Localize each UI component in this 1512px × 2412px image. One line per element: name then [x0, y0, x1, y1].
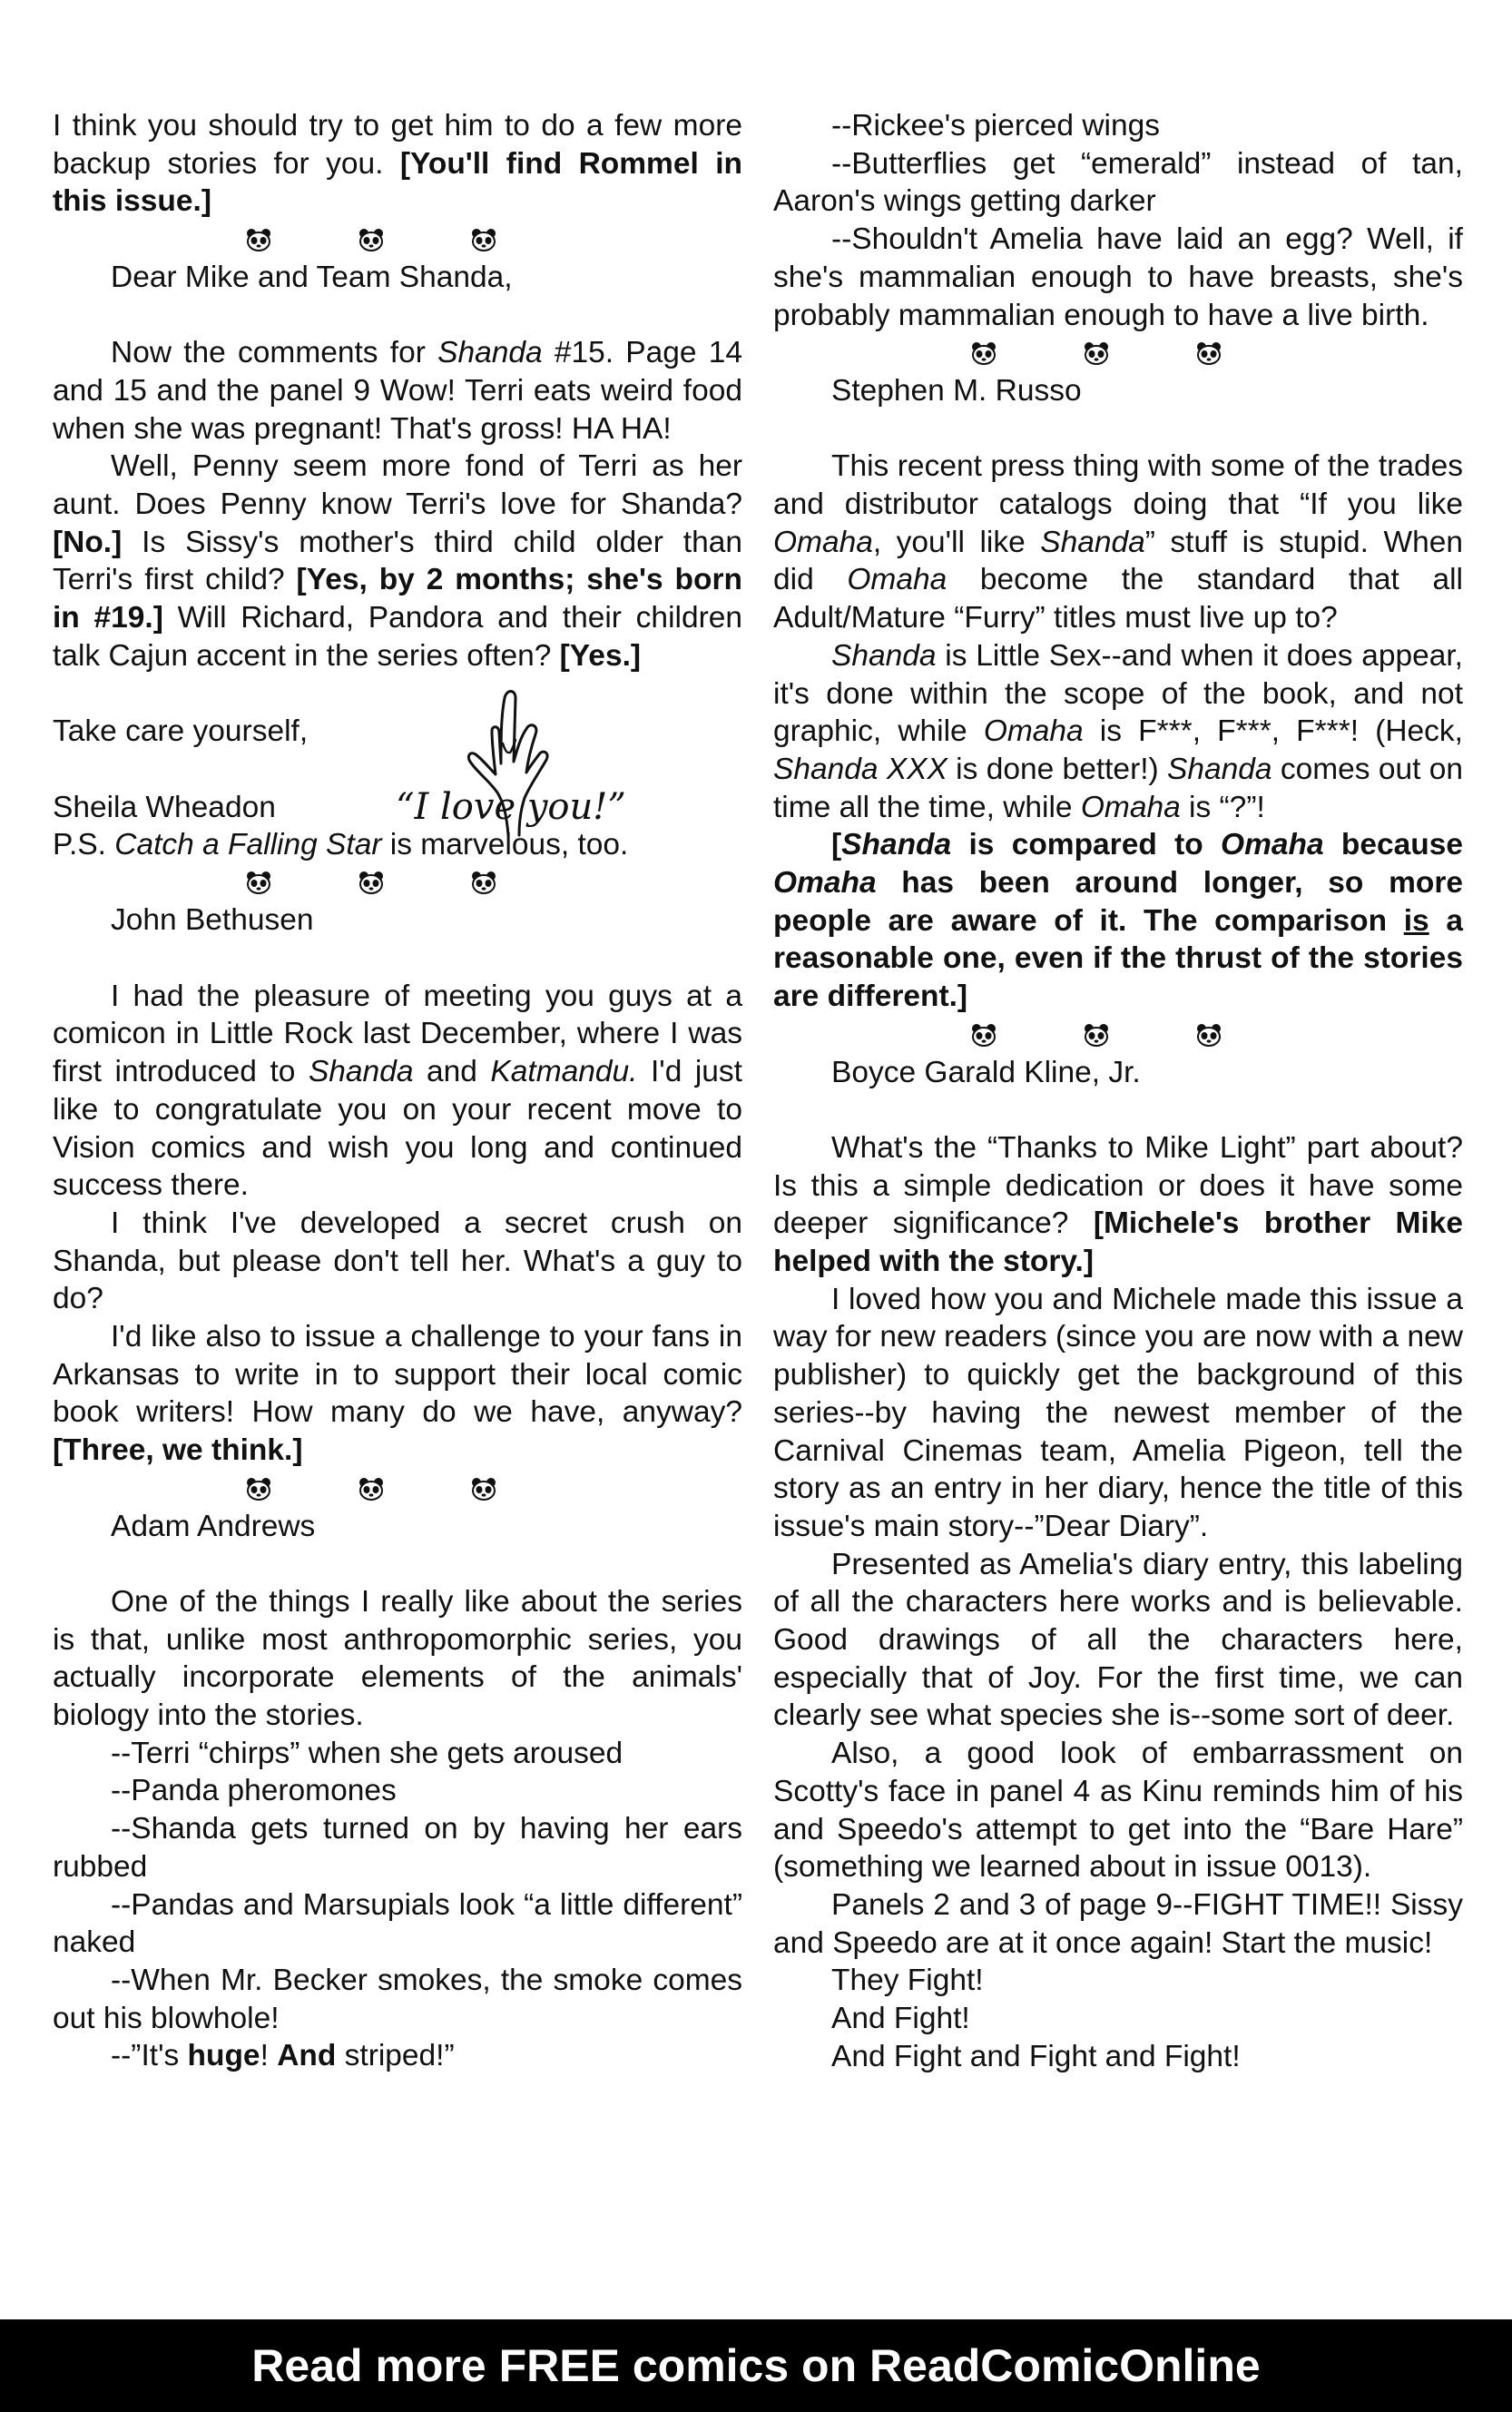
editor-reply: [773, 826, 1463, 1016]
letter-text: I'd like also to issue a challenge to your fans in Arkansas to write in to support their local comic book writers! How many do we have, anyway?: [53, 1320, 742, 1430]
panda-head-icon: [356, 1477, 387, 1501]
letter-paragraph: I think I've developed a secret crush on Shanda, but please don't tell her. What's a guy to do?: [53, 1206, 742, 1316]
panda-head-icon: [243, 228, 274, 251]
letter-text: become the standard that all Adult/Mature “Furry” titles must live up to?: [773, 563, 1463, 635]
letter-paragraph: Presented as Amelia's diary entry, this labeling of all the characters here works and is believable. Good drawings of all the characters here, especially that of Joy. For the first time, we can clearly see what species she is--some sort of deer.: [773, 1547, 1463, 1733]
editor-reply: [Michele's brother Mike helped with the story.]: [773, 1206, 1463, 1279]
panda-head-icon: [1193, 1023, 1224, 1047]
editor-reply: [You'll find Rommel in this issue.]: [53, 146, 742, 219]
letter-salutation: Dear Mike and Team Shanda,: [111, 260, 513, 294]
letter-text: ” stuff is stupid. When did: [773, 525, 1463, 597]
left-column: [53, 107, 742, 2075]
letter-signature: Sheila Wheadon: [53, 790, 276, 824]
emphasis-bold: huge: [187, 2039, 260, 2073]
panda-head-icon: [968, 1023, 999, 1047]
title-italic: Catch a Falling Star: [114, 827, 382, 861]
list-item: --When Mr. Becker smokes, the smoke comes out his blowhole!: [53, 1963, 742, 2035]
letter-separator: [53, 1470, 742, 1508]
letter-paragraph: They Fight!: [831, 1964, 984, 1998]
editor-text: because: [1323, 828, 1463, 862]
letter-text: is “?”!: [1180, 790, 1265, 824]
letter-text: is F***, F***, F***! (Heck,: [1083, 714, 1463, 749]
handwritten-note: “I love you!”: [396, 785, 626, 828]
letter-signature: Adam Andrews: [111, 1509, 316, 1543]
editor-text: has been around longer, so more people are aware of it. The comparison: [773, 866, 1463, 938]
list-item: --Shanda gets turned on by having her ears rubbed: [53, 1812, 742, 1884]
letter-paragraph: [53, 448, 742, 674]
panda-head-icon: [468, 871, 499, 894]
letter-text: #15. Page 14 and 15 and the panel 9 Wow! Terri eats weird food when she was pregnant! That's gross! HA HA!: [53, 336, 742, 446]
letter-paragraph: And Fight and Fight and Fight!: [831, 2039, 1241, 2073]
letter-text: striped!”: [336, 2039, 455, 2073]
right-column: [773, 107, 1463, 2076]
title-italic: Shanda: [437, 336, 543, 370]
panda-head-icon: [1193, 341, 1224, 365]
panda-head-icon: [1081, 341, 1112, 365]
panda-head-icon: [468, 1477, 499, 1501]
letter-signature: Boyce Garald Kline, Jr.: [831, 1055, 1141, 1089]
letter-text: Well, Penny seem more fond of Terri as her aunt. Does Penny know Terri's love for Shanda?: [53, 449, 742, 521]
letter-text: comes out on time all the time, while: [773, 752, 1463, 824]
panda-head-icon: [356, 228, 387, 251]
letter-text: is done better!): [947, 752, 1168, 786]
letter-paragraph: And Fight!: [831, 2002, 970, 2036]
editor-reply: [Three, we think.]: [53, 1433, 303, 1468]
letter-text: I'd just like to congratulate you on your recent move to Vision comics and wish you long and continued success there.: [53, 1055, 742, 1203]
letter-postscript: [53, 826, 742, 864]
editor-reply: [Yes.]: [559, 638, 642, 673]
title-italic: Shanda: [841, 828, 952, 862]
title-italic: Shanda: [1040, 525, 1145, 559]
letter-separator: [53, 221, 742, 259]
title-italic: Omaha: [983, 714, 1084, 749]
title-italic: Omaha: [773, 866, 877, 901]
letter-paragraph: Also, a good look of embarrassment on Scotty's face in panel 4 as Kinu reminds him of his and Speedo's attempt to get into the “Bare Hare” (something we learned about in issue 0013).: [773, 1737, 1463, 1885]
letter-text: This recent press thing with some of the trades and distributor catalogs doing that “If you like: [773, 449, 1463, 521]
letter-signature: Stephen M. Russo: [831, 373, 1082, 408]
letter-text: and: [413, 1055, 491, 1089]
title-italic: Katmandu.: [490, 1055, 638, 1089]
title-italic: Omaha: [847, 563, 947, 597]
letter-paragraph: [53, 978, 742, 1205]
letter-text: is Little Sex--and when it does appear, it's done within the scope of the book, and not graphic, while: [773, 638, 1463, 749]
footer-banner-link[interactable]: Read more FREE comics on ReadComicOnline: [0, 2319, 1512, 2412]
editor-text: [: [831, 828, 842, 862]
letter-text: --”It's: [111, 2039, 188, 2073]
editor-reply: [Yes, by 2 months; she's born in #19.]: [53, 563, 742, 635]
emphasis-underline: is: [1403, 903, 1429, 938]
editor-text: is compared to: [951, 828, 1222, 862]
letter-paragraph: [773, 448, 1463, 637]
letter-paragraph: I loved how you and Michele made this issue a way for new readers (since you are now with a new publisher) to quickly get the background of this series--by having the newest member of the Carnival Cinemas team, Amelia Pigeon, tell the story as an entry in her diary, hence the title of this issue's main story--”Dear Diary”.: [773, 1282, 1463, 1543]
letter-separator: [53, 864, 742, 902]
letter-signature: John Bethusen: [111, 903, 314, 938]
letter-text: What's the “Thanks to Mike Light” part about? Is this a simple dedication or does it have some deeper significance?: [773, 1130, 1463, 1241]
title-italic: Shanda: [308, 1055, 414, 1089]
panda-head-icon: [468, 228, 499, 251]
letter-closing: Take care yourself,: [53, 714, 309, 749]
letter-paragraph: [53, 1318, 742, 1470]
panda-head-icon: [968, 341, 999, 365]
letter-separator: [773, 334, 1463, 372]
letter-text: , you'll like: [872, 525, 1041, 559]
title-italic: Shanda: [831, 638, 937, 673]
letter-separator: [773, 1016, 1463, 1054]
letter-paragraph: [773, 637, 1463, 827]
letter-text: is marvelous, too.: [381, 827, 629, 861]
title-italic: Omaha: [1221, 828, 1324, 862]
panda-head-icon: [243, 871, 274, 894]
list-item: --Shouldn't Amelia have laid an egg? Well, if she's mammalian enough to have breasts, she's probably mammalian enough to have a live birth.: [773, 222, 1463, 332]
list-item: --Pandas and Marsupials look “a little different” naked: [53, 1887, 742, 1960]
letter-paragraph: [53, 334, 742, 448]
letter-paragraph: Panels 2 and 3 of page 9--FIGHT TIME!! Sissy and Speedo are at it once again! Start the music!: [773, 1887, 1463, 1960]
letter-text: I think you should try to get him to do a few more backup stories for you.: [53, 109, 742, 181]
list-item: --Butterflies get “emerald” instead of tan, Aaron's wings getting darker: [773, 146, 1463, 219]
title-italic: Shanda XXX: [773, 752, 947, 786]
letter-text: Will Richard, Pandora and their children talk Cajun accent in the series often?: [53, 601, 742, 673]
letter-text: I had the pleasure of meeting you guys at a comicon in Little Rock last December, where I was first introduced to: [53, 979, 742, 1089]
list-item: --Rickee's pierced wings: [831, 109, 1160, 143]
editor-text: a reasonable one, even if the thrust of the stories are different.]: [773, 903, 1463, 1014]
editor-reply: [No.]: [53, 525, 123, 559]
letter-paragraph: [53, 107, 742, 221]
signature-block: [53, 713, 742, 826]
title-italic: Omaha: [1080, 790, 1181, 824]
list-item: --Panda pheromones: [111, 1774, 397, 1808]
title-italic: Omaha: [773, 525, 873, 559]
title-italic: Shanda: [1167, 752, 1272, 786]
letter-text: P.S.: [53, 827, 115, 861]
letter-paragraph: [773, 1129, 1463, 1281]
letter-text: Is Sissy's mother's third child older than Terri's first child?: [53, 525, 742, 597]
letter-text: Now the comments for: [111, 336, 438, 370]
letter-paragraph: One of the things I really like about the series is that, unlike most anthropomorphic series, you actually incorporate elements of the animals' biology into the stories.: [53, 1584, 742, 1733]
panda-head-icon: [243, 1477, 274, 1501]
list-item: [53, 2037, 742, 2075]
signature-line: [53, 751, 742, 826]
emphasis-bold: And: [277, 2039, 337, 2073]
letter-text: !: [260, 2039, 278, 2073]
panda-head-icon: [356, 871, 387, 894]
panda-head-icon: [1081, 1023, 1112, 1047]
list-item: --Terri “chirps” when she gets aroused: [111, 1736, 623, 1770]
